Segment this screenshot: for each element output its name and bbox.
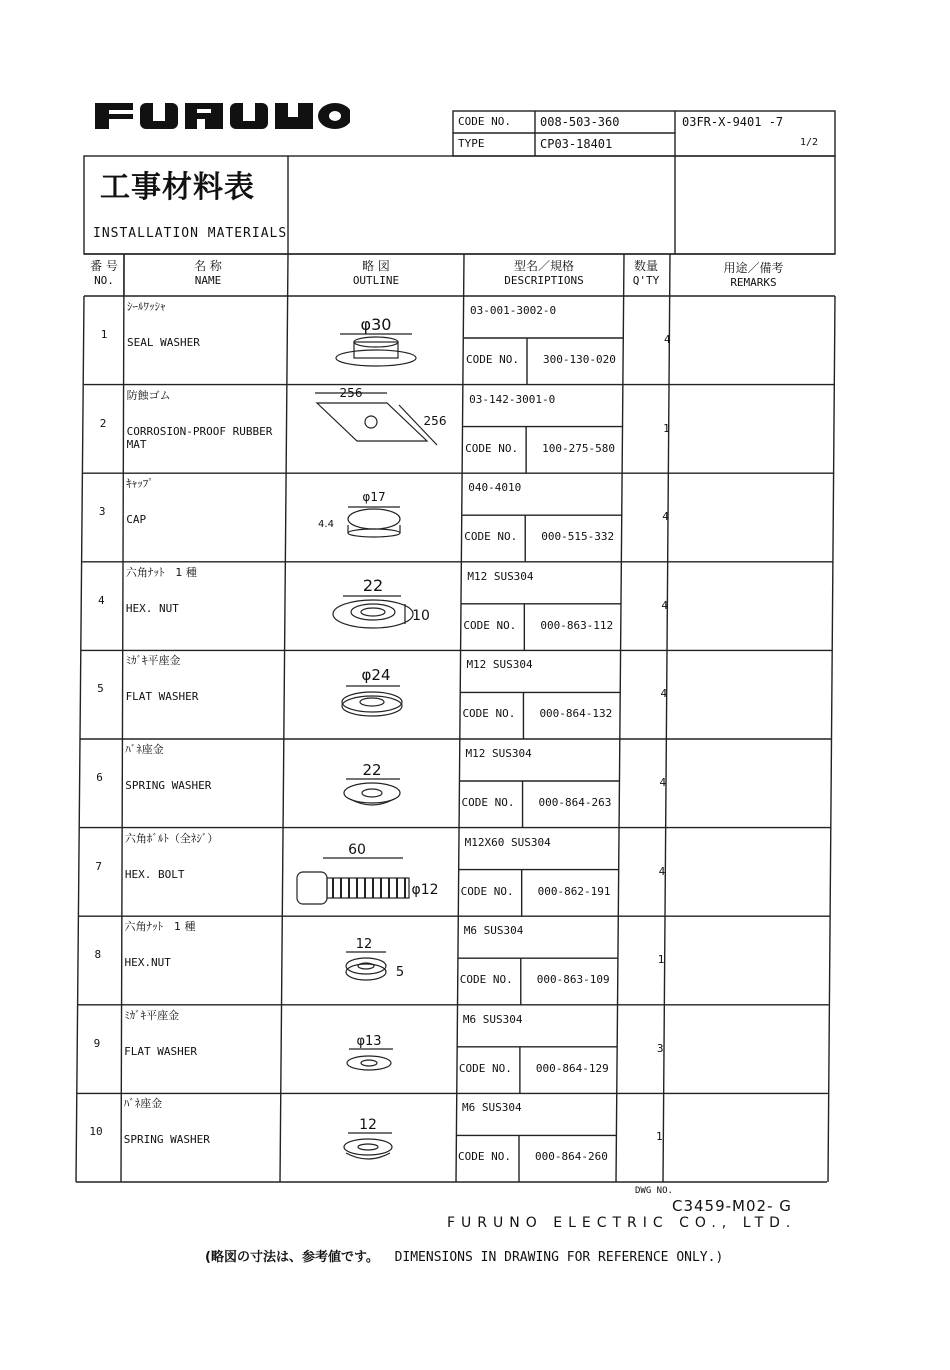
item-quantity: 4 (664, 333, 671, 346)
item-quantity: 4 (662, 510, 669, 524)
dimension-label: φ17 (362, 490, 386, 505)
dimension-label: 4.4 (318, 519, 335, 531)
item-name-japanese: ﾊﾞﾈ座金 (125, 743, 164, 756)
page-number: 1/2 (800, 137, 819, 148)
item-description: M6 SUS304 (462, 1012, 523, 1026)
item-description: 03-001-3002-0 (470, 304, 557, 317)
item-name-english: SEAL WASHER (127, 336, 200, 349)
item-description: 040-4010 (468, 481, 522, 495)
code-no-value: 000-515-332 (541, 530, 615, 544)
code-no-value: 300-130-020 (543, 353, 616, 366)
reference-note: (略図の寸法は、参考値です。 DIMENSIONS IN DRAWING FOR REFERENCE ONLY.) (205, 1250, 724, 1265)
col-outline: 略 図 OUTLINE (352, 259, 400, 287)
item-name-japanese: ﾊﾞﾈ座金 (123, 1097, 163, 1111)
code-no-value: 000-863-109 (536, 973, 610, 987)
item-quantity: 1 (663, 421, 670, 435)
row-number: 5 (97, 682, 104, 696)
dimension-label: 60 (347, 841, 366, 858)
title-english: INSTALLATION MATERIALS (93, 226, 288, 241)
row-number: 8 (94, 948, 102, 962)
item-name-japanese: 六角ﾎﾞﾙﾄ（全ﾈｼﾞ） (124, 831, 219, 845)
dwg-number: C3459-M02- G (672, 1197, 792, 1215)
code-no-value: 000-862-191 (537, 884, 611, 898)
item-name-japanese: ﾐｶﾞｷ平座金 (124, 1008, 180, 1022)
outline-drawing-7 (283, 828, 459, 916)
dimension-label: 256 (339, 385, 363, 400)
code-no-label: CODE NO. (460, 884, 514, 898)
code-no-label: CODE NO. (466, 353, 519, 366)
item-description: M12 SUS304 (465, 747, 532, 760)
code-no-label: CODE NO. (463, 618, 517, 632)
outline-drawing-10 (280, 1093, 456, 1181)
item-name-english: FLAT WASHER (124, 1044, 197, 1058)
item-name-english: CAP (126, 513, 147, 527)
item-name-english: SPRING WASHER (123, 1133, 210, 1147)
item-quantity: 1 (657, 953, 665, 967)
dimension-label: 10 (412, 607, 431, 624)
item-name-english: FLAT WASHER (125, 690, 199, 704)
item-description: M6 SUS304 (463, 924, 524, 938)
dimension-label: φ12 (411, 881, 439, 898)
code-no-value: 000-864-132 (539, 707, 613, 721)
outline-drawing-5 (284, 650, 460, 738)
col-remarks: 用途／備考 REMARKS (723, 261, 784, 289)
row-number: 6 (96, 771, 103, 784)
item-quantity: 4 (659, 776, 667, 789)
item-quantity: 3 (656, 1041, 664, 1055)
code-no-label: CODE NO. (464, 530, 518, 544)
row-number: 10 (89, 1125, 103, 1139)
outline-drawing-6 (284, 739, 460, 827)
outline-drawing-1 (288, 296, 464, 384)
item-quantity: 4 (660, 687, 668, 701)
dimension-label: 12 (359, 1117, 377, 1134)
code-no-value: 000-864-260 (535, 1150, 608, 1164)
code-no-label: CODE NO. (459, 973, 513, 987)
row-number: 1 (100, 328, 108, 341)
item-name-english: HEX. NUT (125, 601, 179, 615)
item-description: M6 SUS304 (462, 1101, 522, 1115)
col-name: 名 称 NAME (194, 259, 222, 287)
code-no-label: CODE NO. (461, 796, 515, 809)
outline-drawing-2 (287, 385, 463, 473)
row-number: 2 (99, 416, 107, 430)
title-japanese: 工事材料表 (100, 170, 255, 205)
outline-drawing-8 (282, 916, 458, 1004)
code-no-value: 000-863-112 (540, 618, 614, 632)
dimension-label: 22 (362, 761, 382, 779)
code-no-value: 008-503-360 (540, 115, 620, 129)
item-quantity: 4 (658, 864, 666, 878)
dwg-label: DWG NO. (635, 1186, 673, 1196)
type-value: CP03-18401 (540, 137, 613, 151)
item-name-japanese: 六角ﾅｯﾄ 1 種 (124, 920, 196, 934)
col-qty: 数量 Q'TY (632, 259, 660, 287)
code-no-label: CODE NO. (462, 707, 516, 721)
company-name: FURUNO ELECTRIC CO., LTD. (447, 1215, 797, 1231)
type-label: TYPE (458, 137, 485, 150)
item-name-english: HEX. BOLT (124, 867, 185, 881)
item-name-english: SPRING WASHER (125, 779, 212, 792)
outline-drawing-9 (281, 1005, 457, 1093)
outline-drawing-3 (286, 473, 462, 561)
dimension-label: φ30 (360, 315, 392, 334)
col-no: 番 号 NO. (90, 259, 118, 287)
row-number: 7 (95, 859, 102, 873)
dimension-label: 12 (355, 937, 373, 953)
item-name-japanese: ｼｰﾙﾜｯｼｬ (127, 300, 166, 313)
item-description: M12 SUS304 (467, 569, 534, 583)
item-name-english: HEX.NUT (124, 956, 171, 970)
code-no-label: CODE NO. (458, 1061, 512, 1075)
item-description: M12X60 SUS304 (464, 835, 551, 849)
item-quantity: 1 (656, 1130, 663, 1144)
dimension-label: 256 (423, 413, 447, 428)
col-descriptions: 型名／規格 DESCRIPTIONS (504, 259, 584, 287)
row-number: 9 (93, 1036, 101, 1050)
code-no-label: CODE NO. (458, 115, 511, 128)
item-description: 03-142-3001-0 (469, 392, 556, 406)
dimension-label: 5 (395, 965, 404, 981)
item-name-japanese: 防蝕ゴム (126, 388, 171, 402)
code-no-label: CODE NO. (458, 1150, 511, 1164)
dimension-label: φ24 (361, 666, 391, 685)
item-description: M12 SUS304 (466, 658, 533, 672)
doc-reference: 03FR-X-9401 -7 (682, 115, 784, 129)
item-name-japanese: 六角ﾅｯﾄ 1 種 (125, 565, 197, 579)
code-no-value: 100-275-580 (542, 441, 615, 455)
code-no-value: 000-864-129 (535, 1061, 609, 1075)
dimension-label: φ13 (356, 1033, 382, 1049)
row-number: 4 (98, 593, 105, 607)
code-no-value: 000-864-263 (538, 796, 612, 809)
code-no-label: CODE NO. (465, 441, 519, 455)
item-name-japanese: ｷｬｯﾌﾟ (126, 477, 154, 491)
item-name-japanese: ﾐｶﾞｷ平座金 (125, 654, 181, 668)
item-quantity: 4 (661, 598, 668, 612)
item-name-english: CORROSION-PROOF RUBBER MAT (126, 424, 273, 451)
outline-drawing-4 (285, 562, 461, 650)
dimension-label: 22 (363, 575, 384, 595)
row-number: 3 (98, 505, 106, 519)
